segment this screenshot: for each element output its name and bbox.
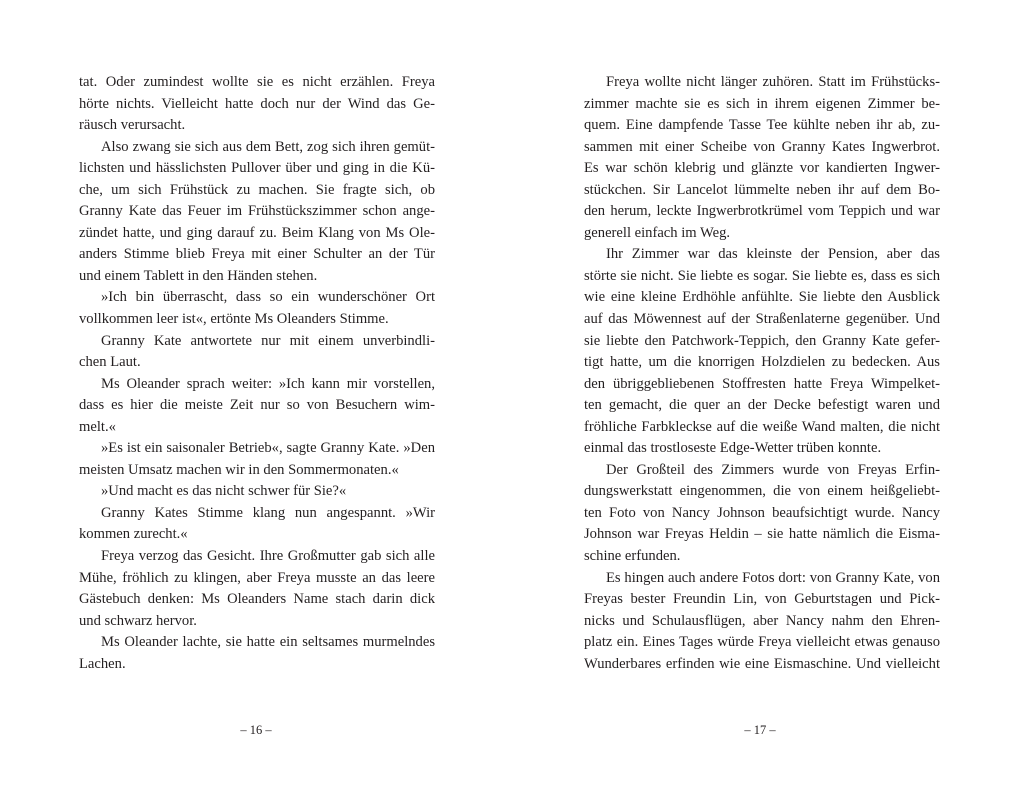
text-line: zündet hatte, und ging darauf zu. Beim Klang von Ms Ole- — [79, 224, 435, 241]
text-line: melt.« — [79, 418, 116, 435]
text-line: den übriggebliebenen Stoffresten hatte Freya Wimpelket- — [584, 375, 940, 392]
text-line: anders Stimme blieb Freya mit einer Schulter an der Tür — [79, 246, 435, 263]
text-line: dungswerkstatt eingenommen, die von einem heißgeliebt- — [584, 483, 940, 500]
text-line: fröhliche Farbkleckse auf die weiße Wand malten, die nicht — [584, 418, 940, 435]
text-line: ten Foto von Nancy Johnson beaufsichtigt wurde. Nancy — [584, 504, 940, 521]
text-line: Freya wollte nicht länger zuhören. Statt im Frühstücks- — [606, 74, 940, 90]
text-line: dass es hier die meiste Zeit nur so von Besuchern wim- — [79, 397, 435, 414]
text-line: Ms Oleander lachte, sie hatte ein seltsames murmelndes — [101, 634, 435, 651]
text-line: hörte nichts. Vielleicht hatte doch nur der Wind das Ge- — [79, 95, 435, 112]
text-line: vollkommen leer ist«, ertönte Ms Oleanders Stimme. — [79, 311, 389, 328]
text-line: auf das Möwennest auf der Straßenlaterne gegenüber. Und — [584, 311, 940, 328]
text-line: nicks und Schulausflügen, aber Nancy nahm den Ehren- — [584, 612, 940, 629]
text-line: Johnson war Freyas Heldin – sie hatte nämlich die Eisma- — [584, 526, 940, 543]
text-line: Also zwang sie sich aus dem Bett, zog sich ihren gemüt- — [101, 138, 435, 155]
text-line: Ihr Zimmer war das kleinste der Pension, aber das — [606, 246, 940, 263]
text-line: che, um sich Frühstück zu machen. Sie fragte sich, ob — [79, 181, 435, 198]
text-line: Der Großteil des Zimmers wurde von Freyas Erfin- — [606, 461, 940, 478]
text-line: generell einfach im Weg. — [584, 224, 731, 241]
text-line: schine erfunden. — [584, 548, 681, 565]
text-line: Freyas bester Freundin Lin, von Geburtstagen und Pick- — [584, 591, 940, 608]
text-line: wie eine kleine Erdhöhle anfühlte. Sie liebte den Ausblick — [584, 289, 940, 306]
text-line: Wunderbares erfinden wie eine Eismaschine. Und vielleicht — [584, 655, 940, 672]
text-line: den herum, leckte Ingwerbrotkrümel vom Teppich und war — [584, 203, 940, 220]
text-line: sie liebte den Patchwork-Teppich, den Granny Kate gefer- — [584, 332, 940, 349]
text-line: und einem Tablett in den Händen stehen. — [79, 267, 318, 284]
text-line: »Und macht es das nicht schwer für Sie?« — [101, 483, 347, 500]
text-line: tigt hatte, um die knorrigen Holzdielen zu bedecken. Aus — [584, 354, 940, 371]
text-line: einmal das trostloseste Edge-Wetter trüben konnte. — [584, 440, 882, 457]
page-number-left: – 16 – — [240, 723, 272, 737]
text-line: zimmer machte sie es sich in ihrem eigenen Zimmer be- — [584, 95, 940, 112]
text-line: quem. Eine dampfende Tasse Tee kühlte neben ihr ab, zu- — [584, 117, 940, 134]
text-line: und schwarz hervor. — [79, 612, 197, 629]
text-line: tat. Oder zumindest wollte sie es nicht erzählen. Freya — [79, 74, 435, 90]
text-line: Ms Oleander sprach weiter: »Ich kann mir vorstellen, — [101, 375, 435, 392]
text-line: »Ich bin überrascht, dass so ein wunderschöner Ort — [101, 289, 435, 306]
text-line: Es war schön klebrig und glänzte vor kandierten Ingwer- — [584, 160, 940, 177]
text-line: sammen mit einer Scheibe von Granny Kates Ingwerbrot. — [584, 138, 940, 155]
text-line: kommen zurecht.« — [79, 526, 188, 543]
text-line: Lachen. — [79, 655, 126, 672]
text-line: Freya verzog das Gesicht. Ihre Großmutter gab sich alle — [101, 548, 435, 565]
text-line: Es hingen auch andere Fotos dort: von Granny Kate, von — [606, 569, 940, 586]
text-line: lichsten und hässlichsten Pullover über und ging in die Kü- — [79, 160, 435, 177]
text-line: räusch verursacht. — [79, 117, 186, 134]
text-line: meisten Umsatz machen wir in den Sommermonaten.« — [79, 461, 399, 478]
page-number-right: – 17 – — [744, 723, 776, 737]
text-line: Granny Kates Stimme klang nun angespannt. »Wir — [101, 504, 435, 521]
text-line: chen Laut. — [79, 354, 141, 371]
left-page — [79, 72, 435, 675]
text-line: Granny Kate antwortete nur mit einem unverbindli- — [101, 332, 435, 349]
text-line: ten gemacht, die quer an der Decke befestigt waren und — [584, 397, 940, 414]
text-line: stückchen. Sir Lancelot lümmelte neben ihr auf dem Bo- — [584, 181, 940, 198]
text-line: »Es ist ein saisonaler Betrieb«, sagte Granny Kate. »Den — [101, 440, 435, 457]
text-line: platz ein. Eines Tages würde Freya vielleicht etwas genauso — [584, 634, 940, 651]
text-line: Granny Kate das Feuer im Frühstückszimmer schon ange- — [79, 203, 435, 220]
right-page — [584, 72, 940, 675]
text-line: Gästebuch denken: Ms Oleanders Name stach darin dick — [79, 591, 435, 608]
text-line: störte sie nicht. Sie liebte es sogar. Sie liebte es, dass es sich — [584, 267, 940, 284]
text-line: Mühe, fröhlich zu klingen, aber Freya musste an das leere — [79, 569, 435, 586]
